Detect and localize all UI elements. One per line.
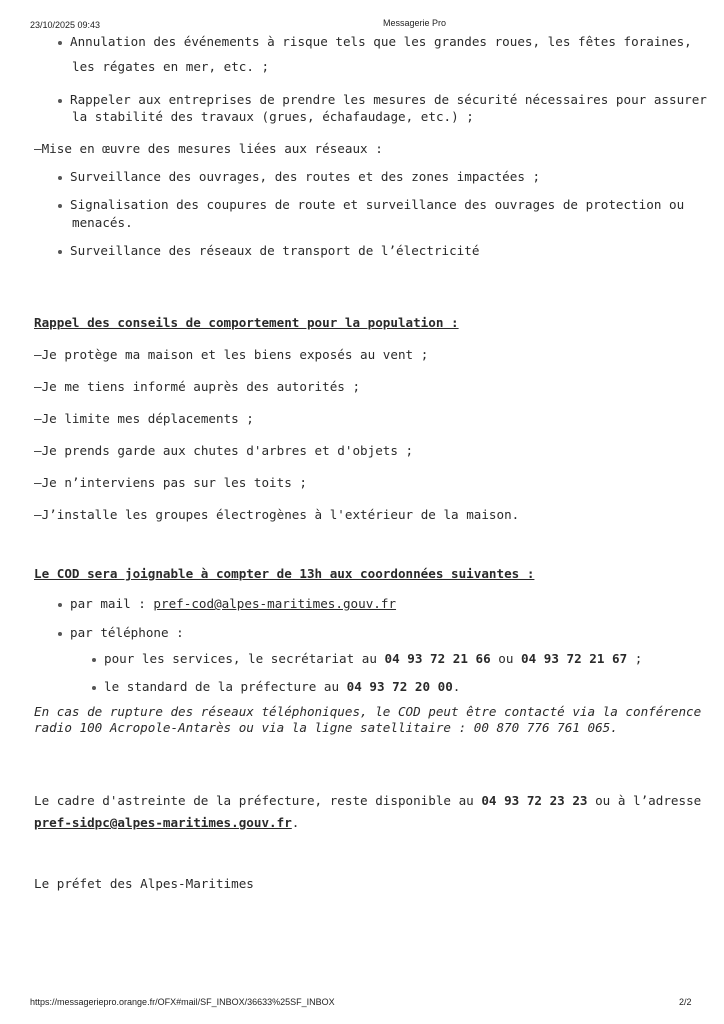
label: par téléphone : <box>70 625 184 640</box>
advice-item: –Je limite mes déplacements ; <box>34 411 254 426</box>
text: Le cadre d'astreinte de la préfecture, reste disponible au <box>34 793 482 808</box>
item-text-cont: la stabilité des travaux (grues, échafaudage, etc.) ; <box>72 109 474 124</box>
list-item <box>58 196 684 213</box>
advice-item: –Je protège ma maison et les biens exposés au vent ; <box>34 347 429 362</box>
label: par mail : <box>70 596 154 611</box>
cod-heading: Le COD sera joignable à compter de 13h aux coordonnées suivantes : <box>34 566 535 581</box>
duty-text <box>34 792 701 809</box>
item-text: Annulation des événements à risque tels que les grandes roues, les fêtes foraines, <box>70 34 692 49</box>
phone: 04 93 72 21 66 <box>384 651 491 666</box>
cod-standard <box>92 678 460 695</box>
heading-text: Mise en œuvre des mesures liées aux réseaux : <box>41 141 383 156</box>
bullet-icon <box>58 632 62 636</box>
phone: 04 93 72 23 23 <box>481 793 588 808</box>
fallback-text: radio 100 Acropole-Antarès ou via la ligne satellitaire : 00 870 776 761 065. <box>34 720 618 735</box>
item-text: Rappeler aux entreprises de prendre les mesures de sécurité nécessaires pour assurer <box>70 92 707 107</box>
text: ou à l’adresse <box>587 793 702 808</box>
list-item <box>58 91 707 108</box>
cod-services <box>92 650 642 667</box>
list-item <box>58 242 479 259</box>
cod-mail <box>58 595 396 612</box>
item-text-cont: menacés. <box>72 215 133 230</box>
networks-heading: –Mise en œuvre des mesures liées aux réseaux : <box>34 141 383 156</box>
bullet-icon <box>58 176 62 180</box>
item-text: Je protège ma maison et les biens exposés au vent ; <box>41 347 429 362</box>
print-datetime: 23/10/2025 09:43 <box>30 20 101 30</box>
bullet-icon <box>58 603 62 607</box>
advice-item: –Je prends garde aux chutes d'arbres et d'objets ; <box>34 443 414 458</box>
text: . <box>291 815 300 830</box>
item-text: Signalisation des coupures de route et surveillance des ouvrages de protection ou <box>70 197 685 212</box>
item-text: Surveillance des réseaux de transport de l’électricité <box>70 243 480 258</box>
bullet-icon <box>58 41 62 45</box>
cod-email-link[interactable]: pref-cod@alpes-maritimes.gouv.fr <box>153 596 397 611</box>
advice-item: –Je n’interviens pas sur les toits ; <box>34 475 307 490</box>
advice-item: –J’installe les groupes électrogènes à l'extérieur de la maison. <box>34 507 520 522</box>
duty-email-link[interactable]: pref-sidpc@alpes-maritimes.gouv.fr <box>34 815 292 830</box>
bullet-icon <box>58 250 62 254</box>
list-item <box>58 168 540 185</box>
bullet-icon <box>58 99 62 103</box>
advice-item: –Je me tiens informé auprès des autorités ; <box>34 379 361 394</box>
cod-phone <box>58 624 184 641</box>
page-number: 2/2 <box>679 997 692 1007</box>
text: le standard de la préfecture au <box>104 679 347 694</box>
bullet-icon <box>58 204 62 208</box>
signature: Le préfet des Alpes-Maritimes <box>34 876 254 891</box>
text: pour les services, le secrétariat au <box>104 651 385 666</box>
bullet-icon <box>92 658 96 662</box>
text: ; <box>627 651 643 666</box>
text: ou <box>490 651 522 666</box>
fallback-text: En cas de rupture des réseaux téléphoniques, le COD peut être contacté via la conférence <box>34 704 702 719</box>
list-item <box>58 33 692 50</box>
item-text: Je n’interviens pas sur les toits ; <box>41 475 307 490</box>
phone: 04 93 72 21 67 <box>521 651 628 666</box>
item-text: Surveillance des ouvrages, des routes et des zones impactées ; <box>70 169 541 184</box>
item-text: Je prends garde aux chutes d'arbres et d'objets ; <box>41 443 414 458</box>
text: . <box>452 679 461 694</box>
advice-heading: Rappel des conseils de comportement pour la population : <box>34 315 459 330</box>
phone: 04 93 72 20 00 <box>346 679 453 694</box>
bullet-icon <box>92 686 96 690</box>
item-text: Je limite mes déplacements ; <box>41 411 254 426</box>
print-title: Messagerie Pro <box>383 18 447 28</box>
item-text: Je me tiens informé auprès des autorités ; <box>41 379 361 394</box>
item-text: J’installe les groupes électrogènes à l'extérieur de la maison. <box>41 507 520 522</box>
duty-email-line <box>34 814 299 831</box>
item-text-cont: les régates en mer, etc. ; <box>72 59 270 74</box>
print-url: https://messageriepro.orange.fr/OFX#mail/SF_INBOX/36633%25SF_INBOX <box>30 997 335 1007</box>
